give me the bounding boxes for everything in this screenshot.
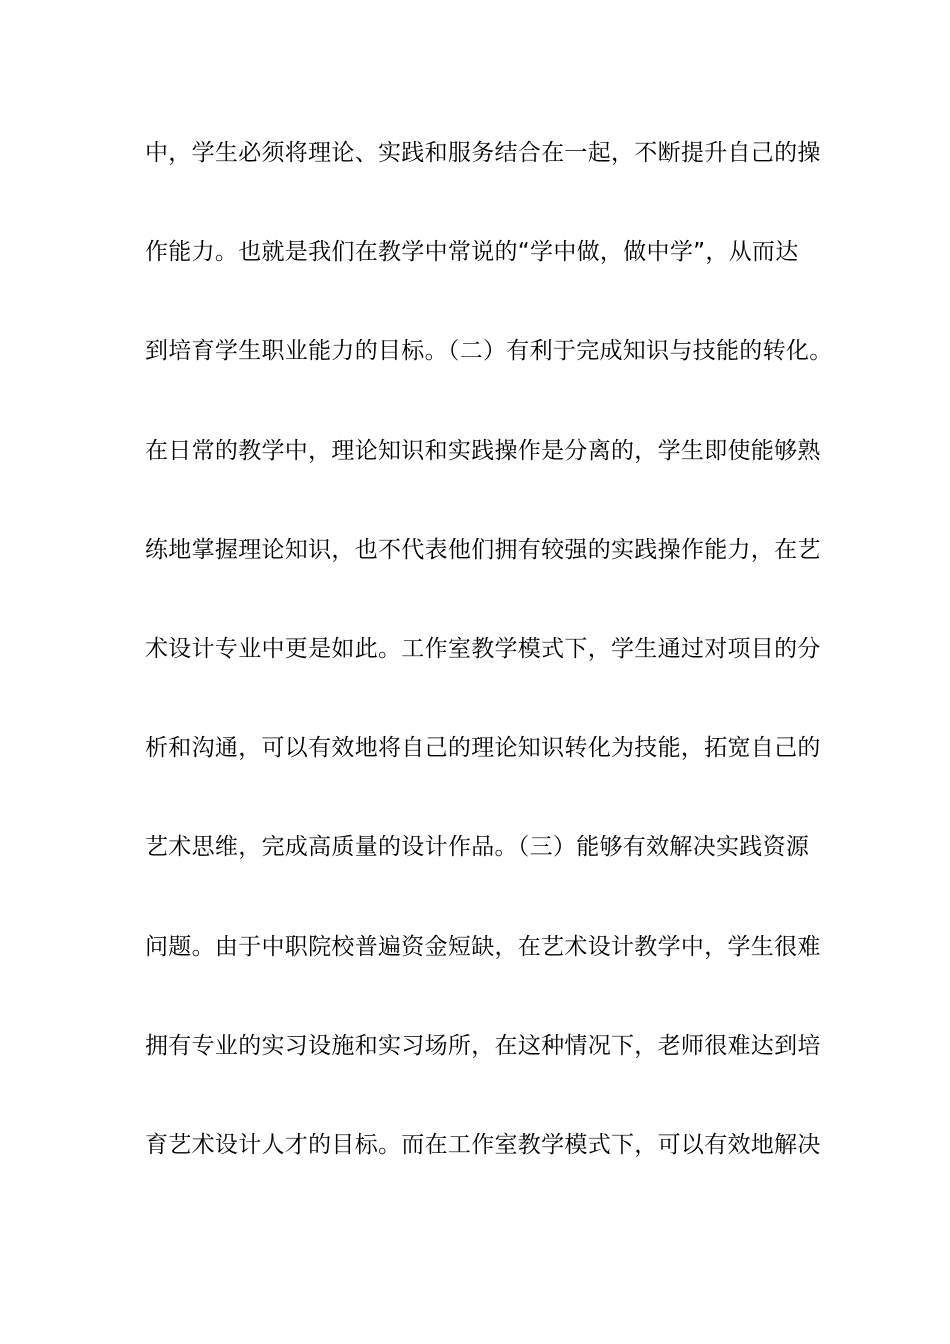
body-text <box>145 128 833 1219</box>
text-line-5: 练地掌握理论知识，也不代表他们拥有较强的实践操作能力，在艺 <box>145 536 821 563</box>
text-line-3: 到培育学生职业能力的目标。（二）有利于完成知识与技能的转化。 <box>145 338 833 365</box>
text-line-7: 析和沟通，可以有效地将自己的理论知识转化为技能，拓宽自己的 <box>145 735 821 762</box>
text-line-1: 中，学生必须将理论、实践和服务结合在一起，不断提升自己的操 <box>145 140 821 166</box>
text-line-11: 育艺术设计人才的目标。而在工作室教学模式下，可以有效地解决 <box>145 1131 821 1158</box>
text-line-6: 术设计专业中更是如此。工作室教学模式下，学生通过对项目的分 <box>145 635 821 662</box>
text-line-4: 在日常的教学中，理论知识和实践操作是分离的，学生即使能够熟 <box>145 437 821 464</box>
text-line-8: 艺术思维，完成高质量的设计作品。（三）能够有效解决实践资源 <box>145 834 810 861</box>
text-line-2: 作能力。也就是我们在教学中常说的“学中做，做中学”，从而达 <box>145 239 799 266</box>
text-line-9: 问题。由于中职院校普遍资金短缺，在艺术设计教学中，学生很难 <box>145 933 821 960</box>
text-line-10: 拥有专业的实习设施和实习场所，在这种情况下，老师很难达到培 <box>145 1032 821 1059</box>
